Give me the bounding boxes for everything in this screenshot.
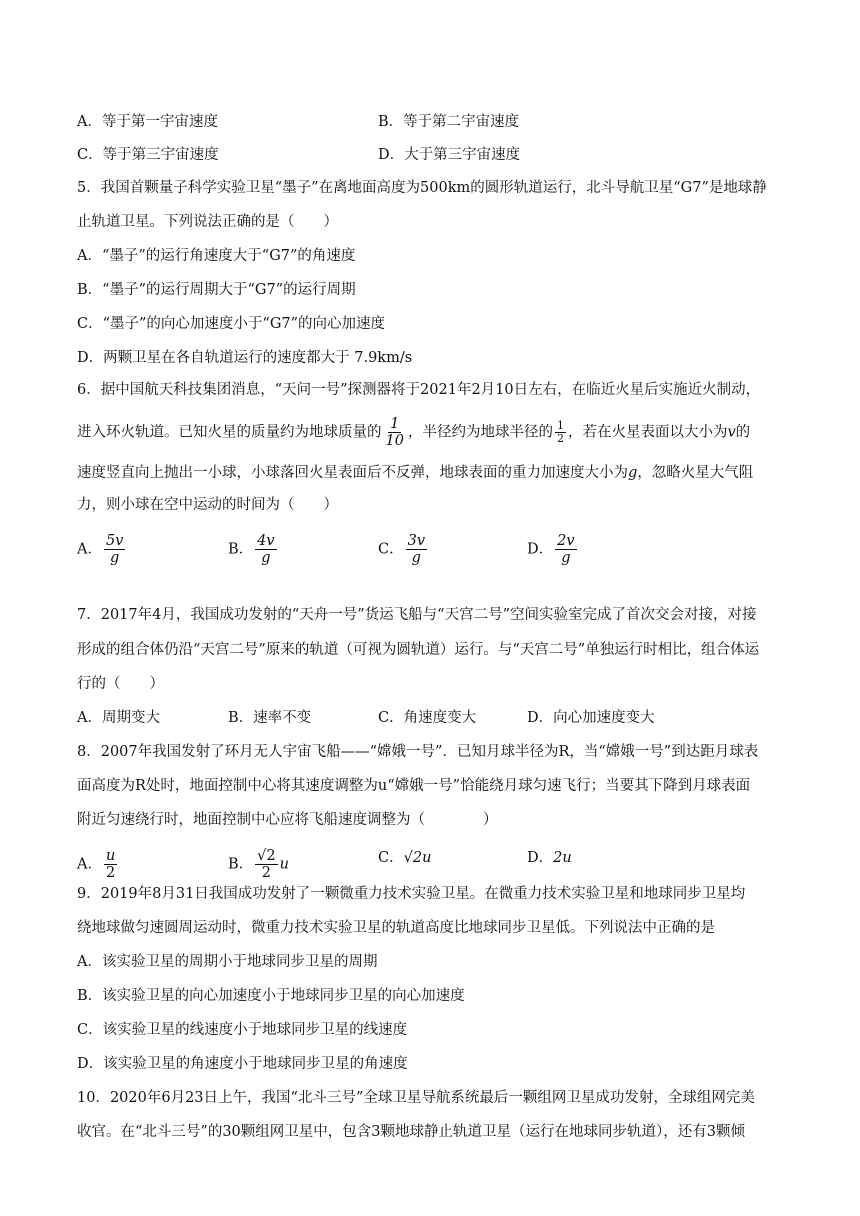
q7-stem-line1: 7．2017年4月，我国成功发射的“天舟一号”货运飞船与“天宫二号”空间实验室完成了首次交会对接，对接: [77, 607, 757, 623]
fraction-numerator: 2v: [557, 533, 575, 549]
q9-option-b: B．该实验卫星的向心加速度小于地球同步卫星的向心加速度: [77, 988, 465, 1004]
option-label: D．: [527, 850, 554, 866]
fraction-one-tenth: [384, 416, 406, 449]
q8-option-b: [228, 848, 289, 881]
fraction-one-half: [555, 420, 566, 445]
q4-option-d: D．大于第三宇宙速度: [378, 147, 521, 163]
fraction-denominator: 2: [106, 865, 116, 881]
q4-options-row2: [77, 145, 521, 165]
q6-text: 速度竖直向上抛出一小球，小球落回火星表面后不反弹，地球表面的重力加速度大小为: [77, 465, 628, 481]
q10-stem-line2: 收官。在“北斗三号”的30颗组网卫星中，包含3颗地球静止轨道卫星（运行在地球同步轨道），还有3颗倾: [77, 1124, 745, 1140]
option-fraction: [255, 533, 276, 566]
q4-option-b: B．等于第二宇宙速度: [378, 114, 520, 130]
q8-stem-line3: 附近匀速绕行时，地面控制中心应将飞船速度调整为（ ）: [77, 812, 498, 828]
option-label: C．: [378, 541, 404, 558]
q6-text: ，若在火星表面以大小为: [567, 424, 728, 441]
q6-text: ，半径约为地球半径的: [407, 424, 553, 441]
q9-option-a: A．该实验卫星的周期小于地球同步卫星的周期: [77, 954, 378, 970]
q5-option-d: D．两颗卫星在各自轨道运行的速度都大于 7.9km/s: [77, 350, 413, 366]
q6-option-d: [527, 533, 579, 566]
q10-stem-line1: 10．2020年6月23日上午，我国“北斗三号”全球卫星导航系统最后一颗组网卫星成功发射，全球组网完美: [77, 1090, 755, 1106]
q7-option-b: B．速率不变: [228, 710, 312, 726]
option-fraction: [406, 533, 427, 566]
option-label: A．: [77, 856, 102, 873]
variable-v: v: [727, 424, 736, 441]
fraction-denominator: 2: [556, 432, 564, 445]
option-fraction: [104, 533, 125, 566]
q6-stem-line3: [77, 463, 753, 483]
option-label: C．: [378, 850, 404, 866]
option-fraction: [255, 848, 277, 881]
fraction-numerator: 1: [390, 416, 400, 432]
variable-g: g: [628, 465, 638, 481]
q6-stem-line1: 6．据中国航天科技集团消息，“天问一号”探测器将于2021年2月10日左右，在临近火星后实施近火制动，: [77, 382, 761, 398]
option-fraction: [104, 848, 117, 881]
q4-options-row1: [77, 112, 520, 132]
option-label: D．: [527, 541, 554, 558]
q9-option-d: D．该实验卫星的角速度小于地球同步卫星的角速度: [77, 1056, 408, 1072]
q7-option-a: A．周期变大: [77, 710, 160, 726]
option-fraction: [555, 533, 576, 566]
fraction-numerator: 3v: [407, 533, 426, 549]
option-expression: 2u: [553, 850, 572, 866]
q7-stem-line3: 行的（ ）: [77, 676, 164, 692]
q5-option-c: C．“墨子”的向心加速度小于“G7”的向心加速度: [77, 316, 386, 332]
variable-u: u: [279, 856, 289, 873]
q6-text: 的: [735, 424, 751, 441]
q7-option-c: C．角速度变大: [378, 710, 477, 726]
option-expression: √2u: [403, 850, 432, 866]
q6-options: [77, 525, 777, 565]
fraction-denominator: 10: [385, 433, 404, 449]
fraction-numerator: 1: [556, 419, 564, 432]
fraction-numerator: 4v: [257, 533, 275, 549]
fraction-denominator: g: [261, 550, 271, 566]
q8-option-d: [527, 848, 572, 868]
fraction-numerator: √2: [257, 848, 276, 864]
fraction-denominator: g: [110, 550, 120, 566]
q4-option-c: C．等于第三宇宙速度: [77, 147, 219, 163]
q9-option-c: C．该实验卫星的线速度小于地球同步卫星的线速度: [77, 1022, 408, 1038]
q4-option-a: A．等于第一宇宙速度: [77, 114, 218, 130]
q6-text: 进入环火轨道。已知火星的质量约为地球质量的: [77, 424, 382, 441]
q6-option-c: [378, 533, 429, 566]
q7-options: [77, 708, 655, 728]
q6-stem-line4: 力，则小球在空中运动的时间为（ ）: [77, 497, 338, 513]
q6-option-b: [228, 533, 279, 566]
q5-option-a: A．“墨子”的运行角速度大于“G7”的角速度: [77, 248, 356, 264]
q5-stem-line2: 止轨道卫星。下列说法正确的是（ ）: [77, 214, 338, 230]
fraction-denominator: g: [561, 550, 571, 566]
fraction-denominator: g: [411, 550, 421, 566]
fraction-denominator: 2: [261, 865, 271, 881]
q9-stem-line1: 9．2019年8月31日我国成功发射了一颗微重力技术实验卫星。在微重力技术实验卫星和地球同步卫星均: [77, 886, 746, 902]
q6-stem-line2: [77, 416, 750, 449]
q8-option-a: [77, 848, 119, 881]
fraction-numerator: 5v: [105, 533, 124, 549]
fraction-numerator: u: [105, 848, 116, 864]
q8-option-c: [378, 848, 431, 868]
q5-stem-line1: 5．我国首颗量子科学实验卫星“墨子”在离地面高度为500km的圆形轨道运行，北斗导航卫星“G7”是地球静: [77, 180, 767, 196]
q8-stem-line1: 8．2007年我国发射了环月无人宇宙飞船——“嫦娥一号”．已知月球半径为R，当“嫦娥一号”到达距月球表: [77, 744, 759, 760]
q7-option-d: D．向心加速度变大: [527, 710, 655, 726]
q8-options: [77, 838, 777, 880]
q8-stem-line2: 面高度为R处时，地面控制中心将其速度调整为u“嫦娥一号”恰能绕月球匀速飞行；当要其下降到月球表面: [77, 778, 751, 794]
q5-option-b: B．“墨子”的运行周期大于“G7”的运行周期: [77, 282, 356, 298]
q7-stem-line2: 形成的组合体仍沿“天宫二号”原来的轨道（可视为圆轨道）运行。与“天宫二号”单独运行时相比，组合体运: [77, 642, 760, 658]
q6-option-a: [77, 533, 127, 566]
option-label: B．: [228, 541, 254, 558]
q6-text: ，忽略火星大气阻: [637, 465, 754, 481]
q9-stem-line2: 绕地球做匀速圆周运动时，微重力技术实验卫星的轨道高度比地球同步卫星低。下列说法中正确的是: [77, 920, 715, 936]
option-label: B．: [228, 856, 254, 873]
option-label: A．: [77, 541, 102, 558]
